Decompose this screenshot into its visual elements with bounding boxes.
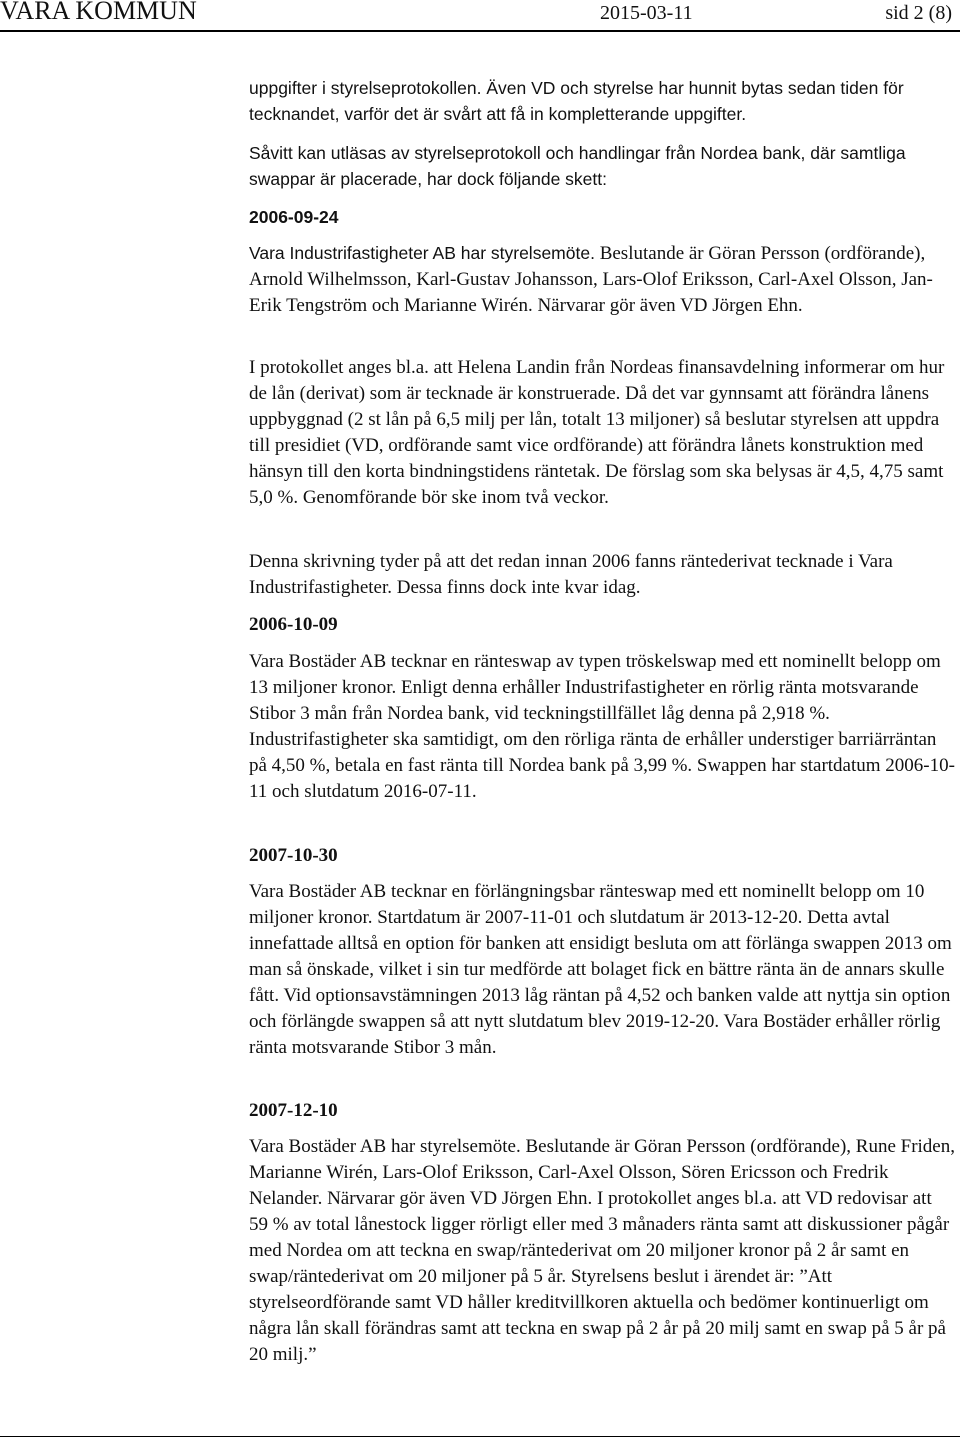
- paragraph-3: [249, 240, 955, 319]
- paragraph-3-rest: Beslutande är Göran Persson (ordförande), Arnold Wilhelmsson, Karl-Gustav Johansson, Lars-Olof Eriksson, Carl-Axel Olsson, Jan-Erik Tengström och Marianne Wirén. Närvarar gör även VD Jörgen Ehn.: [249, 243, 933, 316]
- heading-2006-10-09: 2006-10-09: [249, 614, 338, 635]
- paragraph-5: Denna skrivning tyder på att det redan innan 2006 fanns räntederivat tecknade i Vara Industrifastigheter. Dessa finns dock inte kvar idag.: [249, 551, 893, 598]
- paragraph-6: Vara Bostäder AB tecknar en ränteswap av typen tröskelswap med ett nominellt belopp om 13 miljoner kronor. Enligt denna erhåller Industrifastigheter en rörlig ränta motsvarande Stibor 3 mån från Nordea bank, vid teckningstillfället låg denna på 2,918 %. Industrifastigheter ska samtidigt, om den rörliga ränta de erhåller understiger barriärräntan på 4,50 %, betala en fast ränta till Nordea bank på 3,99 %. Swappen har startdatum 2006-10-11 och slutdatum 2016-07-11.: [249, 651, 955, 802]
- page-header: [0, 0, 960, 30]
- header-rule: [0, 30, 960, 32]
- paragraph-2: Såvitt kan utläsas av styrelseprotokoll och handlingar från Nordea bank, där samtliga swappar är placerade, har dock följande skett:: [249, 143, 906, 189]
- paragraph-8: Vara Bostäder AB har styrelsemöte. Beslutande är Göran Persson (ordförande), Rune Friden, Marianne Wirén, Lars-Olof Eriksson, Carl-Axel Olsson, Sören Ericsson och Fredrik Nelander. Närvarar gör även VD Jörgen Ehn. I protokollet anges bl.a. att VD redovisar att 59 % av total lånestock ligger rörligt eller med 3 månaders ränta samt att diskussioner pågår med Nordea om att teckna en swap/räntederivat om 20 miljoner kronor på 2 år samt en swap/räntederivat om 20 miljoner på 5 år. Styrelsens beslut i ärendet är: ”Att styrelseordförande samt VD håller kreditvillkoren aktuella och bedömer kontinuerligt om några lån skall förändras samt att teckna en swap på 2 år på 20 milj samt en swap på 5 år på 20 milj.”: [249, 1136, 955, 1365]
- paragraph-7: Vara Bostäder AB tecknar en förlängningsbar ränteswap med ett nominellt belopp om 10 miljoner kronor. Startdatum är 2007-11-01 och slutdatum är 2013-12-20. Detta avtal innefattade alltså en option för banken att ensidigt besluta om att förlänga swappen 2013 om man så önskade, vilket i sin tur medförde att bolaget fick en bättre ränta än de annars skulle fått. Vid optionsavstämningen 2013 låg räntan på 4,52 och banken valde att nyttja sin option och förlängde swappen så att nytt slutdatum blev 2019-12-20. Vara Bostäder erhåller rörlig ränta motsvarande Stibor 3 mån.: [249, 881, 952, 1058]
- paragraph-4: I protokollet anges bl.a. att Helena Landin från Nordeas finansavdelning informerar om hur de lån (derivat) som är tecknade är konstruerade. Då det var gynnsamt att förändra lånens uppbyggnad (2 st lån på 6,5 milj per lån, totalt 13 miljoner) så beslutar styrelsen att uppdra till presidiet (VD, ordförande samt vice ordförande) att förändra lånets konstruktion med hänsyn till den korta bindningstidens räntetak. De förslag som ska belysas är 4,5, 4,75 samt 5,0 %. Genomförande bör ske inom två veckor.: [249, 357, 945, 508]
- organization-name: VARA KOMMUN: [0, 0, 197, 25]
- footer-rule: [0, 1436, 960, 1437]
- document-date: 2015-03-11: [600, 2, 693, 24]
- heading-2007-12-10: 2007-12-10: [249, 1100, 338, 1121]
- heading-2007-10-30: 2007-10-30: [249, 845, 338, 866]
- page-number: sid 2 (8): [885, 2, 952, 24]
- paragraph-3-lead: Vara Industrifastigheter AB har styrelsemöte.: [249, 243, 595, 263]
- heading-2006-09-24: 2006-09-24: [249, 207, 339, 227]
- paragraph-1: uppgifter i styrelseprotokollen. Även VD och styrelse har hunnit bytas sedan tiden för tecknandet, varför det är svårt att få in kompletterande uppgifter.: [249, 78, 904, 124]
